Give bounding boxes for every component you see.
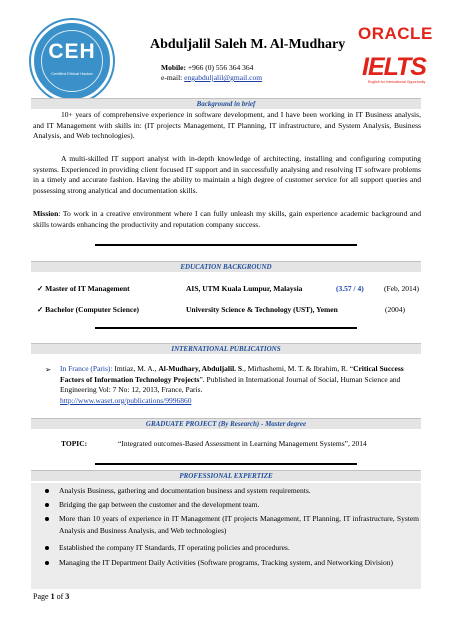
publication-details: ”. Published in International Journal of Social, Human Science and Engineering Vol: 7 No: 12, 2013, France, Paris. [60,374,401,395]
publication-link[interactable]: http://www.waset.org/publications/9996860 [60,395,192,405]
list-item: Managing the IT Department Daily Activities (Software programs, Tracking system, and Networking Division) [59,557,419,569]
mission-label: Mission [33,209,59,218]
mobile-line [161,63,253,72]
bullet-icon [45,561,49,565]
section-divider [95,463,357,465]
mission-statement [33,209,421,230]
ceh-logo-text: CEH [48,40,96,63]
education-item-2-degree: ✓ Bachelor (Computer Science) [37,305,140,314]
education-item-1-date: (Feb, 2014) [384,284,419,293]
mobile-label: Mobile: [161,63,186,72]
publications-heading: INTERNATIONAL PUBLICATIONS [31,343,421,354]
ielts-logo: IELTS [362,53,426,81]
list-item: Analysis Business, gathering and documentation business and system requirements. [59,485,419,497]
list-item: More than 10 years of experience in IT Management (IT projects Management, IT Planning, IT infrastructure, System Analysis and Business Analysis, and Web technologies) [59,513,419,537]
publication-authors: Imtiaz, M. A., [112,364,159,373]
bullet-icon [45,503,49,507]
bullet-icon [45,517,49,521]
ceh-logo-subtext: Certified Ethical Hacker [51,71,93,76]
education-item-1-school: AIS, UTM Kuala Lumpur, Malaysia [186,284,303,293]
topic-label: TOPIC: [61,439,88,448]
list-item: Bridging the gap between the customer and the development team. [59,499,419,511]
publication-location: In France (Paris): [60,364,113,373]
section-divider [95,244,357,246]
ielts-logo-subtext: English for International Opportunity [368,80,426,84]
mobile-number: +966 (0) 556 364 364 [187,63,254,72]
publication-entry: In France (Paris): Imtiaz, M. A., Al-Mudhary, Abduljalil. S., Mirhashemi, M. T. & Ibrahim, R. “Critical Success Factors of Information Technology Projects”. Published in International Journal of Social, Human Science and Engineering Vol: 7 No: 12, 2013, France, Paris. http://www.waset.org/publications/9996860 [60,364,404,405]
topic-text: “Integrated outcomes-Based Assessment in Learning Management Systems”, 2014 [118,439,367,448]
ceh-logo [31,20,113,102]
arrow-bullet-icon: ➢ [45,365,52,374]
education-item-2-date: (2004) [385,305,405,314]
mission-text: : To work in a creative environment where I can fully unleash my skills, gain experience academic background and skills towards enhancing the productivity and reputation company success. [33,209,421,229]
education-item-2-school: University Science & Technology (UST), Yemen [186,305,338,314]
expertise-list [31,483,421,589]
background-heading: Background in brief [31,98,421,109]
publication-author-self: Al-Mudhary, Abduljalil. S [158,364,243,373]
background-paragraph-1: 10+ years of comprehensive experience in software development, and I have been working in IT Business analysis, and IT Management with skills in: (IT projects Management, IT Planning, IT infrastructure, and System Analysis, Business Analysis, and Web technologies). [33,110,421,141]
email-link[interactable]: engabduljalil@gmail.com [184,73,263,82]
education-item-1-degree: ✓ Master of IT Management [37,284,130,293]
graduate-project-heading: GRADUATE PROJECT (By Research) - Master degree [31,418,421,429]
background-paragraph-2: A multi-skilled IT support analyst with in-depth knowledge of architecting, installing and configuring computing systems. Experienced in providing client focused IT support and in successfully analysing and resolving IT software problems in a timely and accurate fashion. Having the ability to maintain a high degree of customer service for all support queries and possessing strong analytical and documentation skills. [33,154,421,195]
bullet-icon [45,489,49,493]
oracle-logo: ORACLE [358,24,433,43]
candidate-name: Abduljalil Saleh M. Al-Mudhary [150,37,346,52]
list-item: Established the company IT Standards, IT operating policies and procedures. [59,542,419,554]
section-divider [95,327,357,329]
page-indicator: Page 1 of 3 [33,592,70,601]
education-item-1-gpa: (3.57 / 4) [336,284,364,293]
email-line [161,73,262,82]
education-heading: EDUCATION BACKGROUND [31,261,421,272]
bullet-icon [45,546,49,550]
email-label: e-mail: [161,73,183,82]
expertise-heading: PROFESSIONAL EXPERTIZE [31,470,421,481]
publication-title: Critical Success Factors of Information Technology Projects [60,364,404,384]
